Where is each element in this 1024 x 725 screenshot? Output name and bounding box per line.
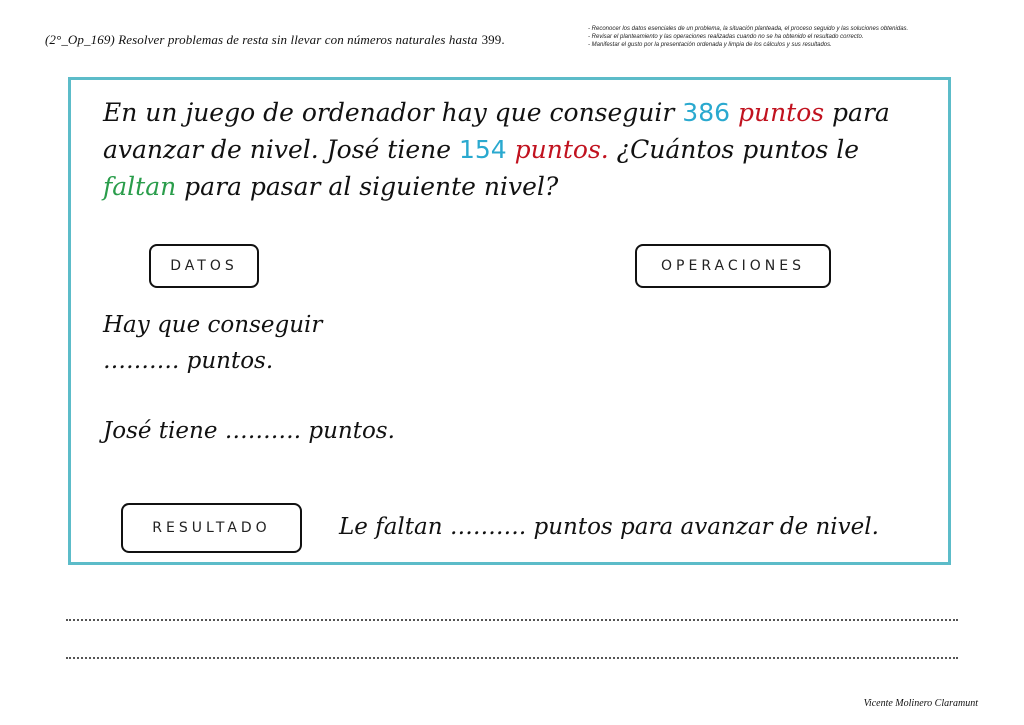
resultado-label: RESULTADO bbox=[121, 503, 302, 553]
answer-dotted-line[interactable] bbox=[66, 657, 958, 659]
target-points-number: 386 bbox=[682, 98, 731, 127]
problem-text: para avanzar de nivel. José tiene bbox=[103, 98, 890, 164]
points-word: puntos. bbox=[506, 135, 609, 164]
faltan-word: faltan bbox=[103, 172, 177, 201]
evaluation-criteria bbox=[588, 25, 1008, 49]
problem-text: ¿Cuántos puntos le bbox=[608, 135, 860, 164]
worksheet-title-text: (2°_Op_169) Resolver problemas de resta sin llevar con números naturales hasta bbox=[45, 32, 478, 47]
criteria-item: - Reconocer los datos esenciales de un problema, la situación planteada, el proceso seguido y las soluciones obtenidas. bbox=[588, 26, 909, 32]
datos-label: DATOS bbox=[149, 244, 259, 288]
datos-line-2[interactable]: ………. puntos. bbox=[103, 348, 274, 374]
problem-text: para pasar al siguiente nivel? bbox=[176, 172, 559, 201]
answer-dotted-line[interactable] bbox=[66, 619, 958, 621]
problem-text: En un juego de ordenador hay que conseguir bbox=[103, 98, 683, 127]
worksheet-title-number: 399. bbox=[481, 32, 505, 47]
worksheet-title bbox=[45, 32, 505, 48]
current-points-number: 154 bbox=[458, 135, 507, 164]
datos-line-1: Hay que conseguir bbox=[103, 312, 323, 338]
author-credit: Vicente Molinero Claramunt bbox=[863, 698, 978, 709]
problem-card bbox=[68, 77, 951, 565]
resultado-sentence[interactable]: Le faltan ………. puntos para avanzar de nivel. bbox=[339, 514, 879, 540]
datos-line-3[interactable]: José tiene ………. puntos. bbox=[103, 418, 395, 444]
points-word: puntos bbox=[730, 98, 825, 127]
criteria-item: - Revisar el planteamiento y las operaciones realizadas cuando no se ha obtenido el resultado correcto. bbox=[588, 34, 864, 40]
criteria-item: - Manifestar el gusto por la presentación ordenada y limpia de los cálculos y sus resultados. bbox=[588, 42, 832, 48]
operaciones-label: OPERACIONES bbox=[635, 244, 831, 288]
problem-statement bbox=[103, 94, 933, 205]
